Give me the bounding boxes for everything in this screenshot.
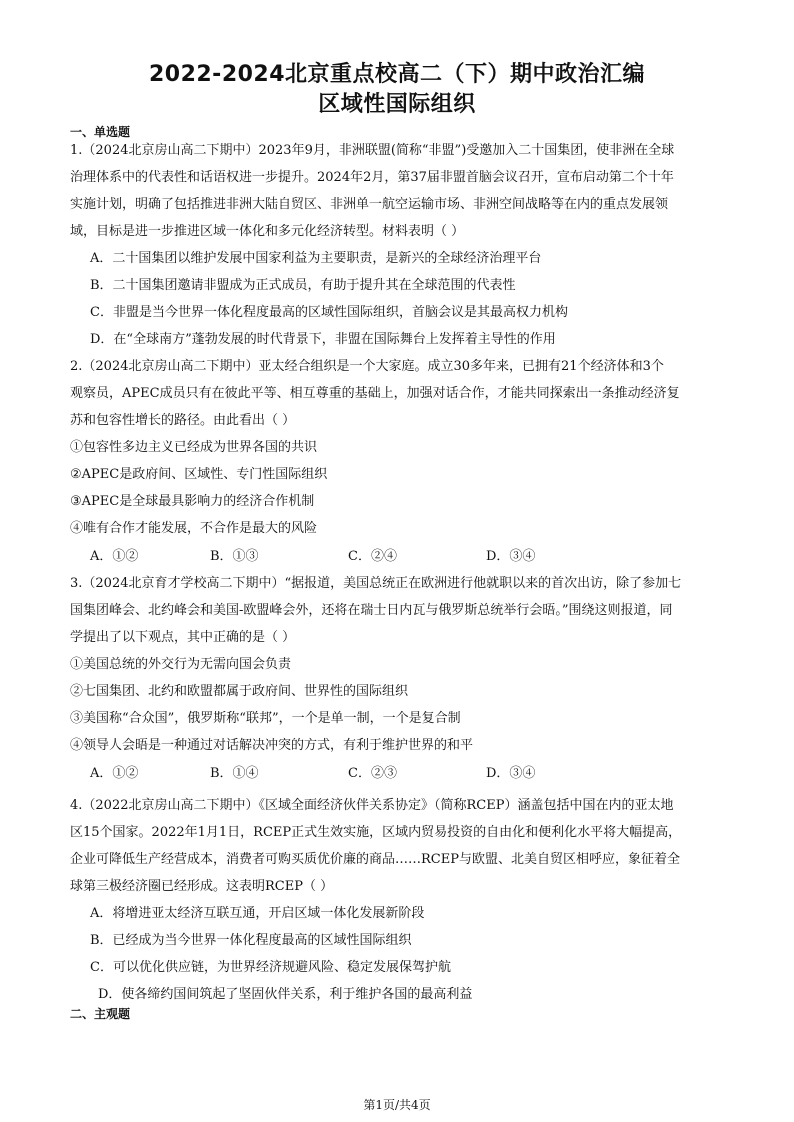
q1-option-d: D．在“全球南方”蓬勃发展的时代背景下，非盟在国际舞台上发挥着主导性的作用 (90, 332, 556, 347)
q2-stem-line: 观察员，APEC成员只有在彼此平等、相互尊重的基础上，加强对话合作，才能共同探索出一条推动经济复 (70, 386, 680, 401)
q3-item-3: ③美国称“合众国”，俄罗斯称“联邦”，一个是单一制，一个是复合制 (70, 711, 461, 726)
section-heading-subjective: 二、主观题 (70, 1007, 131, 1021)
q2-item-2: ②APEC是政府间、区域性、专门性国际组织 (70, 467, 328, 482)
page-number: 第1页/共4页 (363, 1098, 431, 1112)
q3-choice-c: C．②③ (348, 766, 397, 781)
document-subtitle: 区域性国际组织 (318, 92, 476, 117)
q4-option-c: C．可以优化供应链，为世界经济规避风险、稳定发展保驾护航 (90, 960, 451, 975)
q3-item-4: ④领导人会晤是一种通过对话解决冲突的方式，有利于维护世界的和平 (70, 738, 474, 753)
q3-stem-line: 国集团峰会、北约峰会和美国-欧盟峰会外，还将在瑞士日内瓦与俄罗斯总统举行会晤。”围绕这则报道，同 (70, 603, 673, 618)
q3-item-2: ②七国集团、北约和欧盟都属于政府间、世界性的国际组织 (70, 684, 409, 699)
q3-choice-a: A．①② (90, 766, 139, 781)
q4-option-b: B．已经成为当今世界一体化程度最高的区域性国际组织 (90, 933, 412, 948)
q4-stem-line: 区15个国家。2022年1月1日，RCEP正式生效实施，区域内贸易投资的自由化和便利化水平将大幅提高， (70, 825, 682, 840)
q1-stem-line: 1.（2024北京房山高二下期中）2023年9月，非洲联盟(简称“非盟”)受邀加入二十国集团，使非洲在全球 (70, 143, 675, 158)
q2-item-1: ①包容性多边主义已经成为世界各国的共识 (70, 440, 318, 455)
q3-stem-line: 3.（2024北京育才学校高二下期中）“据报道，美国总统正在欧洲进行他就职以来的首次出访，除了参加七 (70, 576, 682, 591)
section-heading-single-choice: 一、单选题 (70, 125, 131, 139)
q2-choice-c: C．②④ (348, 549, 397, 564)
q4-option-d: D．使各缔约国间筑起了坚固伙伴关系，利于维护各国的最高利益 (98, 987, 473, 1002)
q4-stem-line: 4.（2022北京房山高二下期中）《区域全面经济伙伴关系协定》（简称RCEP）涵盖包括中国在内的亚太地 (70, 798, 674, 813)
q1-option-b: B．二十国集团邀请非盟成为正式成员，有助于提升其在全球范围的代表性 (90, 278, 516, 293)
q1-stem-line: 实施计划，明确了包括推进非洲大陆自贸区、非洲单一航空运输市场、非洲空间战略等在内的重点发展领 (70, 197, 669, 212)
q2-item-4: ④唯有合作才能发展，不合作是最大的风险 (70, 521, 318, 536)
q3-stem-line: 学提出了以下观点，其中正确的是（ ） (70, 630, 296, 645)
q1-option-c: C．非盟是当今世界一体化程度最高的区域性国际组织，首脑会议是其最高权力机构 (90, 305, 568, 320)
q1-option-a: A．二十国集团以维护发展中国家利益为主要职责，是新兴的全球经济治理平台 (90, 251, 542, 266)
q4-option-a: A．将增进亚太经济互联互通，开启区域一体化发展新阶段 (90, 906, 425, 921)
q2-stem-line: 2.（2024北京房山高二下期中）亚太经合组织是一个大家庭。成立30多年来，已拥有21个经济体和3个 (70, 359, 664, 374)
q3-choice-b: B．①④ (210, 766, 259, 781)
q4-stem-line: 企业可降低生产经营成本，消费者可购买质优价廉的商品……RCEP与欧盟、北美自贸区相呼应，象征着全 (70, 852, 680, 867)
q2-choice-b: B．①③ (210, 549, 259, 564)
document-title: 2022-2024北京重点校高二（下）期中政治汇编 (148, 62, 646, 87)
q2-stem-line: 苏和包容性增长的路径。由此看出（ ） (70, 413, 296, 428)
q3-item-1: ①美国总统的外交行为无需向国会负责 (70, 657, 292, 672)
q3-choice-d: D．③④ (486, 766, 536, 781)
q4-stem-line: 球第三极经济圈已经形成。这表明RCEP（ ） (70, 879, 334, 894)
q2-item-3: ③APEC是全球最具影响力的经济合作机制 (70, 494, 315, 509)
q2-choice-d: D．③④ (486, 549, 536, 564)
q1-stem-line: 治理体系中的代表性和话语权进一步提升。2024年2月，第37届非盟首脑会议召开，宣布启动第二个十年 (70, 170, 674, 185)
q1-stem-line: 域，目标是进一步推进区域一体化和多元化经济转型。材料表明（ ） (70, 224, 465, 239)
q2-choice-a: A．①② (90, 549, 139, 564)
